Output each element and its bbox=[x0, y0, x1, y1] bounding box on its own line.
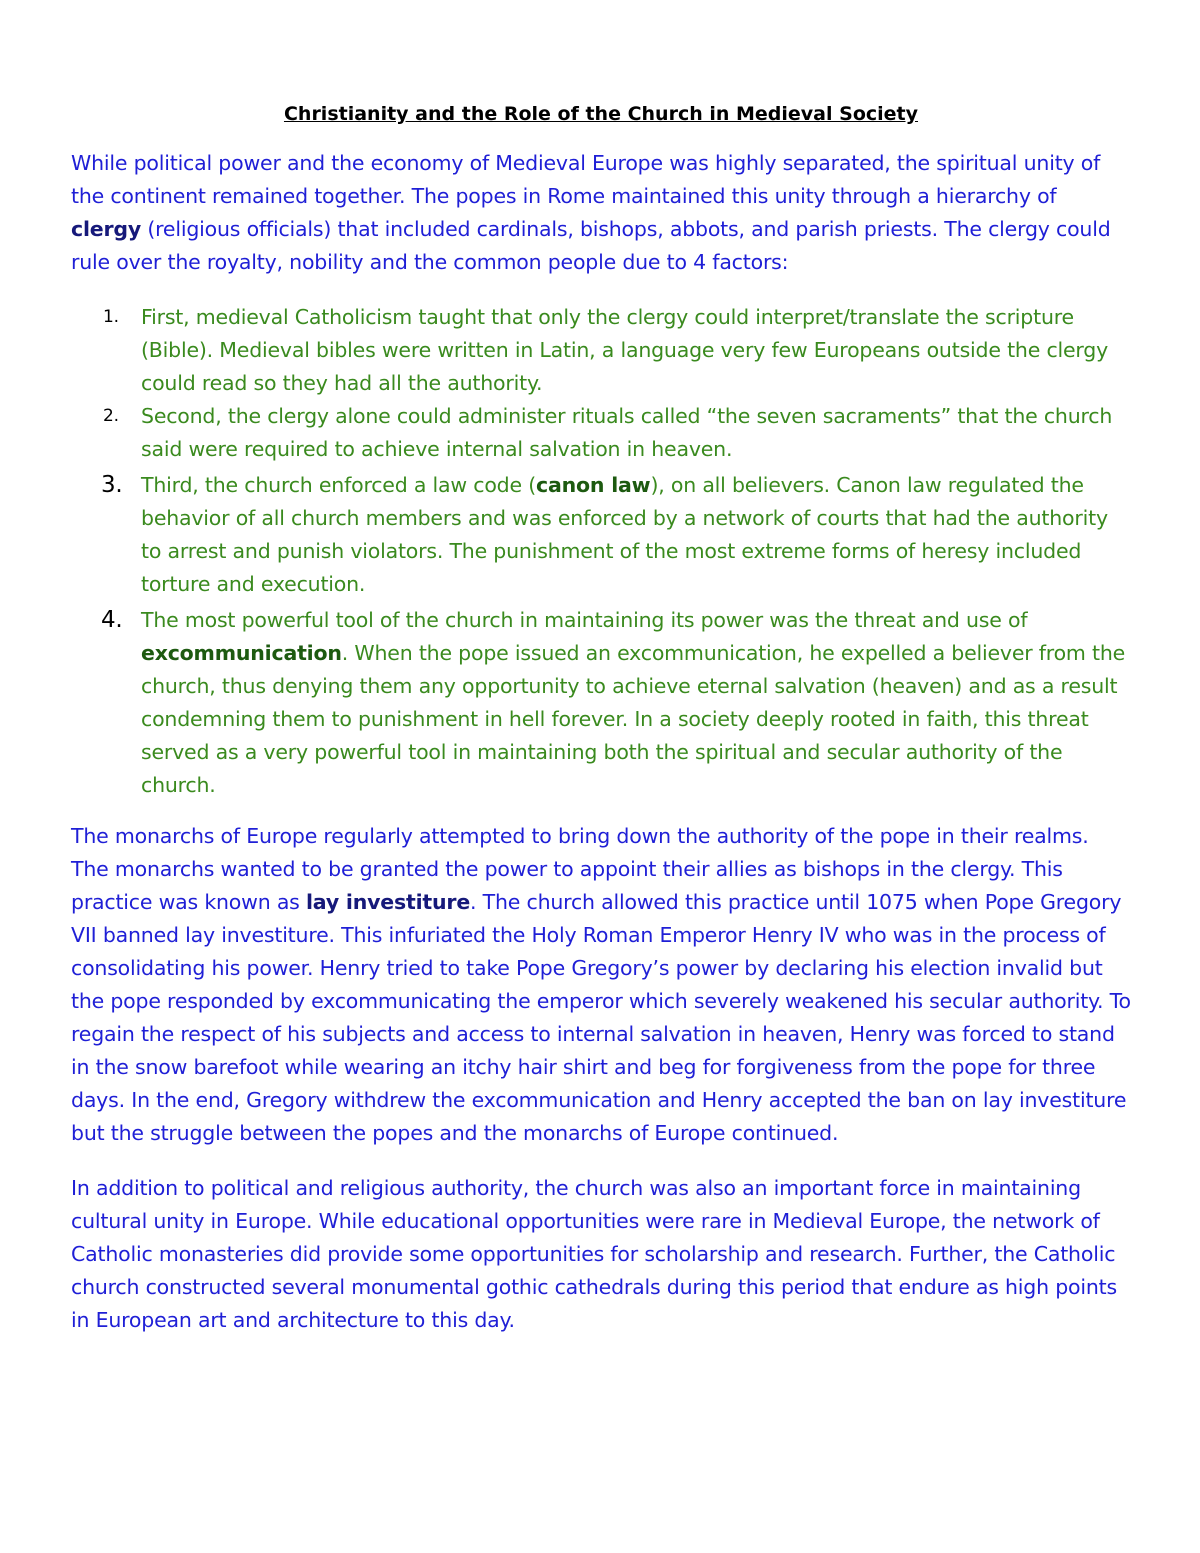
list-item-number: 3. bbox=[101, 472, 123, 498]
list-item bbox=[71, 400, 1131, 466]
list-item-text-after: . When the pope issued an excommunication, he expelled a believer from the church, thus denying them any opportunity to achieve eternal salvation (heaven) and as a result condemning them to punishment in hell forever. In a society deeply rooted in faith, this threat served as a very powerful tool in maintaining both the spiritual and secular authority of the church. bbox=[141, 641, 1126, 797]
investiture-paragraph bbox=[71, 820, 1131, 1150]
investiture-bold-term: lay investiture bbox=[305, 890, 471, 914]
list-item bbox=[71, 604, 1131, 802]
page-title: Christianity and the Role of the Church in Medieval Society bbox=[283, 103, 919, 125]
list-item-bold-term: excommunication bbox=[141, 641, 342, 665]
culture-paragraph: In addition to political and religious authority, the church was also an important force in maintaining cultural unity in Europe. While educational opportunities were rare in Medieval Europe, the network of Catholic monasteries did provide some opportunities for scholarship and research. Further, the Catholic church constructed several monumental gothic cathedrals during this period that endure as high points in European art and architecture to this day. bbox=[71, 1176, 1117, 1332]
investiture-text-before: The monarchs of Europe regularly attempted to bring down the authority of the pope in their realms. The monarchs wanted to be granted the power to appoint their allies as bishops in the clergy. This practice was known as bbox=[71, 824, 1089, 914]
list-item-number: 2. bbox=[103, 406, 119, 426]
intro-text-after: (religious officials) that included cardinals, bishops, abbots, and parish priests. The clergy could rule over the royalty, nobility and the common people due to 4 factors: bbox=[71, 217, 1111, 274]
factors-list bbox=[71, 301, 1131, 802]
list-item-bold-term: canon law bbox=[536, 473, 651, 497]
document-page bbox=[71, 98, 1131, 1359]
list-item-number: 4. bbox=[101, 607, 123, 633]
investiture-text-after: . The church allowed this practice until 1075 when Pope Gregory VII banned lay investiture. This infuriated the Holy Roman Emperor Henry IV who was in the process of consolidating his power. Henry tried to take Pope Gregory’s power by declaring his election invalid but the pope responded by excommunicating the emperor which severely weakened his secular authority. To regain the respect of his subjects and access to internal salvation in heaven, Henry was forced to stand in the snow barefoot while wearing an itchy hair shirt and beg for forgiveness from the pope for three days. In the end, Gregory withdrew the excommunication and Henry accepted the ban on lay investiture but the struggle between the popes and the monarchs of Europe continued. bbox=[71, 890, 1131, 1145]
intro-bold-term: clergy bbox=[71, 217, 142, 241]
list-item-text: Second, the clergy alone could administer rituals called “the seven sacraments” that the church said were required to achieve internal salvation in heaven. bbox=[141, 404, 1113, 461]
list-item bbox=[71, 301, 1131, 400]
list-item bbox=[71, 469, 1131, 601]
list-item-text-before: Third, the church enforced a law code ( bbox=[141, 473, 537, 497]
intro-text-before: While political power and the economy of Medieval Europe was highly separated, the spiritual unity of the continent remained together. The popes in Rome maintained this unity through a hierarchy of bbox=[71, 151, 1101, 208]
list-item-text-before: The most powerful tool of the church in maintaining its power was the threat and use of bbox=[141, 608, 1028, 632]
list-item-text: First, medieval Catholicism taught that only the clergy could interpret/translate the scripture (Bible). Medieval bibles were written in Latin, a language very few Europeans outside the clergy could read so they had all the authority. bbox=[141, 305, 1109, 395]
intro-paragraph bbox=[71, 147, 1131, 279]
list-item-text-after: ), on all believers. Canon law regulated the behavior of all church members and was enforced by a network of courts that had the authority to arrest and punish violators. The punishment of the most extreme forms of heresy included torture and execution. bbox=[141, 473, 1108, 596]
list-item-number: 1. bbox=[103, 307, 119, 327]
